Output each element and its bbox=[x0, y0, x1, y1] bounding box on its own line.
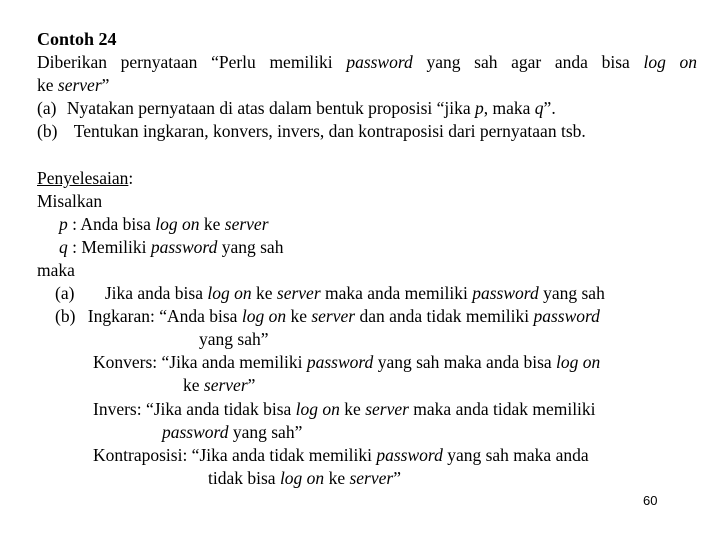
p-text-prefix: : Anda bisa bbox=[72, 214, 151, 234]
solution-heading-text: Penyelesaian bbox=[37, 168, 129, 188]
p-text-mid: ke bbox=[203, 214, 221, 234]
p-variable: p bbox=[59, 214, 68, 234]
page-number: 60 bbox=[643, 493, 658, 508]
ingkaran-logon-term: log on bbox=[241, 306, 287, 326]
kontraposisi-server-term: server bbox=[349, 468, 394, 488]
question-part-a-text-mid: , maka bbox=[483, 98, 531, 118]
ingkaran-continuation: yang sah” bbox=[199, 329, 269, 349]
konvers-prefix: Konvers: “Jika anda memiliki bbox=[93, 352, 303, 372]
konvers-cont-suffix: ” bbox=[247, 375, 256, 395]
answer-kontraposisi bbox=[93, 444, 589, 466]
answer-part-a bbox=[55, 282, 605, 304]
ingkaran-mid-2: dan anda tidak memiliki bbox=[359, 306, 530, 326]
answer-part-a-label: (a) bbox=[55, 283, 75, 303]
kontraposisi-cont-suffix: ” bbox=[393, 468, 401, 488]
kontraposisi-cont-prefix: tidak bisa bbox=[208, 468, 276, 488]
question-part-b-text: Tentukan ingkaran, konvers, invers, dan kontraposisi dari pernyataan tsb. bbox=[73, 121, 586, 141]
konvers-cont-prefix: ke bbox=[183, 375, 200, 395]
question-part-a-label: (a) bbox=[37, 98, 57, 118]
answer-part-a-text-suffix: yang sah bbox=[543, 283, 605, 303]
ingkaran-password-term: password bbox=[533, 306, 600, 326]
maka-label: maka bbox=[37, 260, 75, 280]
konvers-password-term: password bbox=[306, 352, 374, 372]
kontraposisi-mid: yang sah maka anda bbox=[447, 445, 589, 465]
question-part-a bbox=[37, 97, 556, 119]
statement-line-1-prefix: Diberikan pernyataan “Perlu memiliki bbox=[37, 52, 333, 72]
statement-line-1 bbox=[37, 51, 697, 73]
statement-line-2-suffix: ” bbox=[101, 75, 110, 95]
statement-password-term: password bbox=[346, 52, 413, 72]
question-part-b bbox=[37, 120, 586, 142]
konvers-mid: yang sah maka anda bisa bbox=[377, 352, 552, 372]
answer-konvers bbox=[93, 351, 600, 373]
invers-password-term: password bbox=[162, 422, 229, 442]
solution-heading bbox=[37, 167, 133, 189]
question-part-b-label: (b) bbox=[37, 121, 58, 141]
invers-cont-suffix: yang sah” bbox=[232, 422, 303, 442]
konvers-server-term: server bbox=[203, 375, 248, 395]
statement-line-2-prefix: ke bbox=[37, 75, 54, 95]
misalkan-label: Misalkan bbox=[37, 191, 103, 211]
q-variable: q bbox=[59, 237, 68, 257]
kontraposisi-prefix: Kontraposisi: “Jika anda tidak memiliki bbox=[93, 445, 372, 465]
invers-logon-term: log on bbox=[295, 399, 340, 419]
ingkaran-server-term: server bbox=[311, 306, 356, 326]
p-server-term: server bbox=[224, 214, 269, 234]
q-definition bbox=[59, 236, 283, 258]
konvers-logon-term: log on bbox=[556, 352, 601, 372]
ingkaran-prefix: Ingkaran: “Anda bisa bbox=[87, 306, 238, 326]
p-logon-term: log on bbox=[155, 214, 200, 234]
answer-part-a-server-term: server bbox=[276, 283, 321, 303]
kontraposisi-continuation bbox=[208, 467, 401, 489]
example-title: Contoh 24 bbox=[37, 29, 117, 49]
invers-mid-2: maka anda tidak memiliki bbox=[413, 399, 596, 419]
kontraposisi-cont-mid: ke bbox=[328, 468, 346, 488]
answer-part-b-ingkaran bbox=[55, 305, 600, 327]
statement-logon-term: log on bbox=[643, 52, 698, 72]
konvers-continuation bbox=[183, 374, 255, 396]
solution-heading-colon: : bbox=[128, 168, 134, 188]
answer-part-a-password-term: password bbox=[472, 283, 539, 303]
statement-line-1-mid: yang sah agar anda bisa bbox=[426, 52, 630, 72]
answer-part-a-text-mid-1: ke bbox=[255, 283, 273, 303]
p-definition bbox=[59, 213, 269, 235]
question-part-a-p: p bbox=[475, 98, 484, 118]
answer-invers bbox=[93, 398, 596, 420]
ingkaran-mid-1: ke bbox=[290, 306, 307, 326]
invers-prefix: Invers: “Jika anda tidak bisa bbox=[93, 399, 292, 419]
statement-line-2 bbox=[37, 74, 109, 96]
kontraposisi-password-term: password bbox=[376, 445, 443, 465]
answer-part-b-label: (b) bbox=[55, 306, 76, 326]
question-part-a-text-prefix: Nyatakan pernyataan di atas dalam bentuk proposisi “jika bbox=[66, 98, 471, 118]
invers-continuation bbox=[162, 421, 302, 443]
invers-server-term: server bbox=[365, 399, 409, 419]
answer-part-a-text-prefix: Jika anda bisa bbox=[104, 283, 203, 303]
kontraposisi-logon-term: log on bbox=[279, 468, 325, 488]
statement-server-term: server bbox=[57, 75, 102, 95]
answer-part-a-logon-term: log on bbox=[207, 283, 252, 303]
q-text-suffix: yang sah bbox=[221, 237, 284, 257]
question-part-a-q: q bbox=[534, 98, 544, 118]
q-password-term: password bbox=[150, 237, 218, 257]
question-part-a-text-suffix: ”. bbox=[543, 98, 556, 118]
q-text-prefix: : Memiliki bbox=[72, 237, 147, 257]
invers-mid-1: ke bbox=[344, 399, 361, 419]
answer-part-a-text-mid-2: maka anda memiliki bbox=[325, 283, 468, 303]
